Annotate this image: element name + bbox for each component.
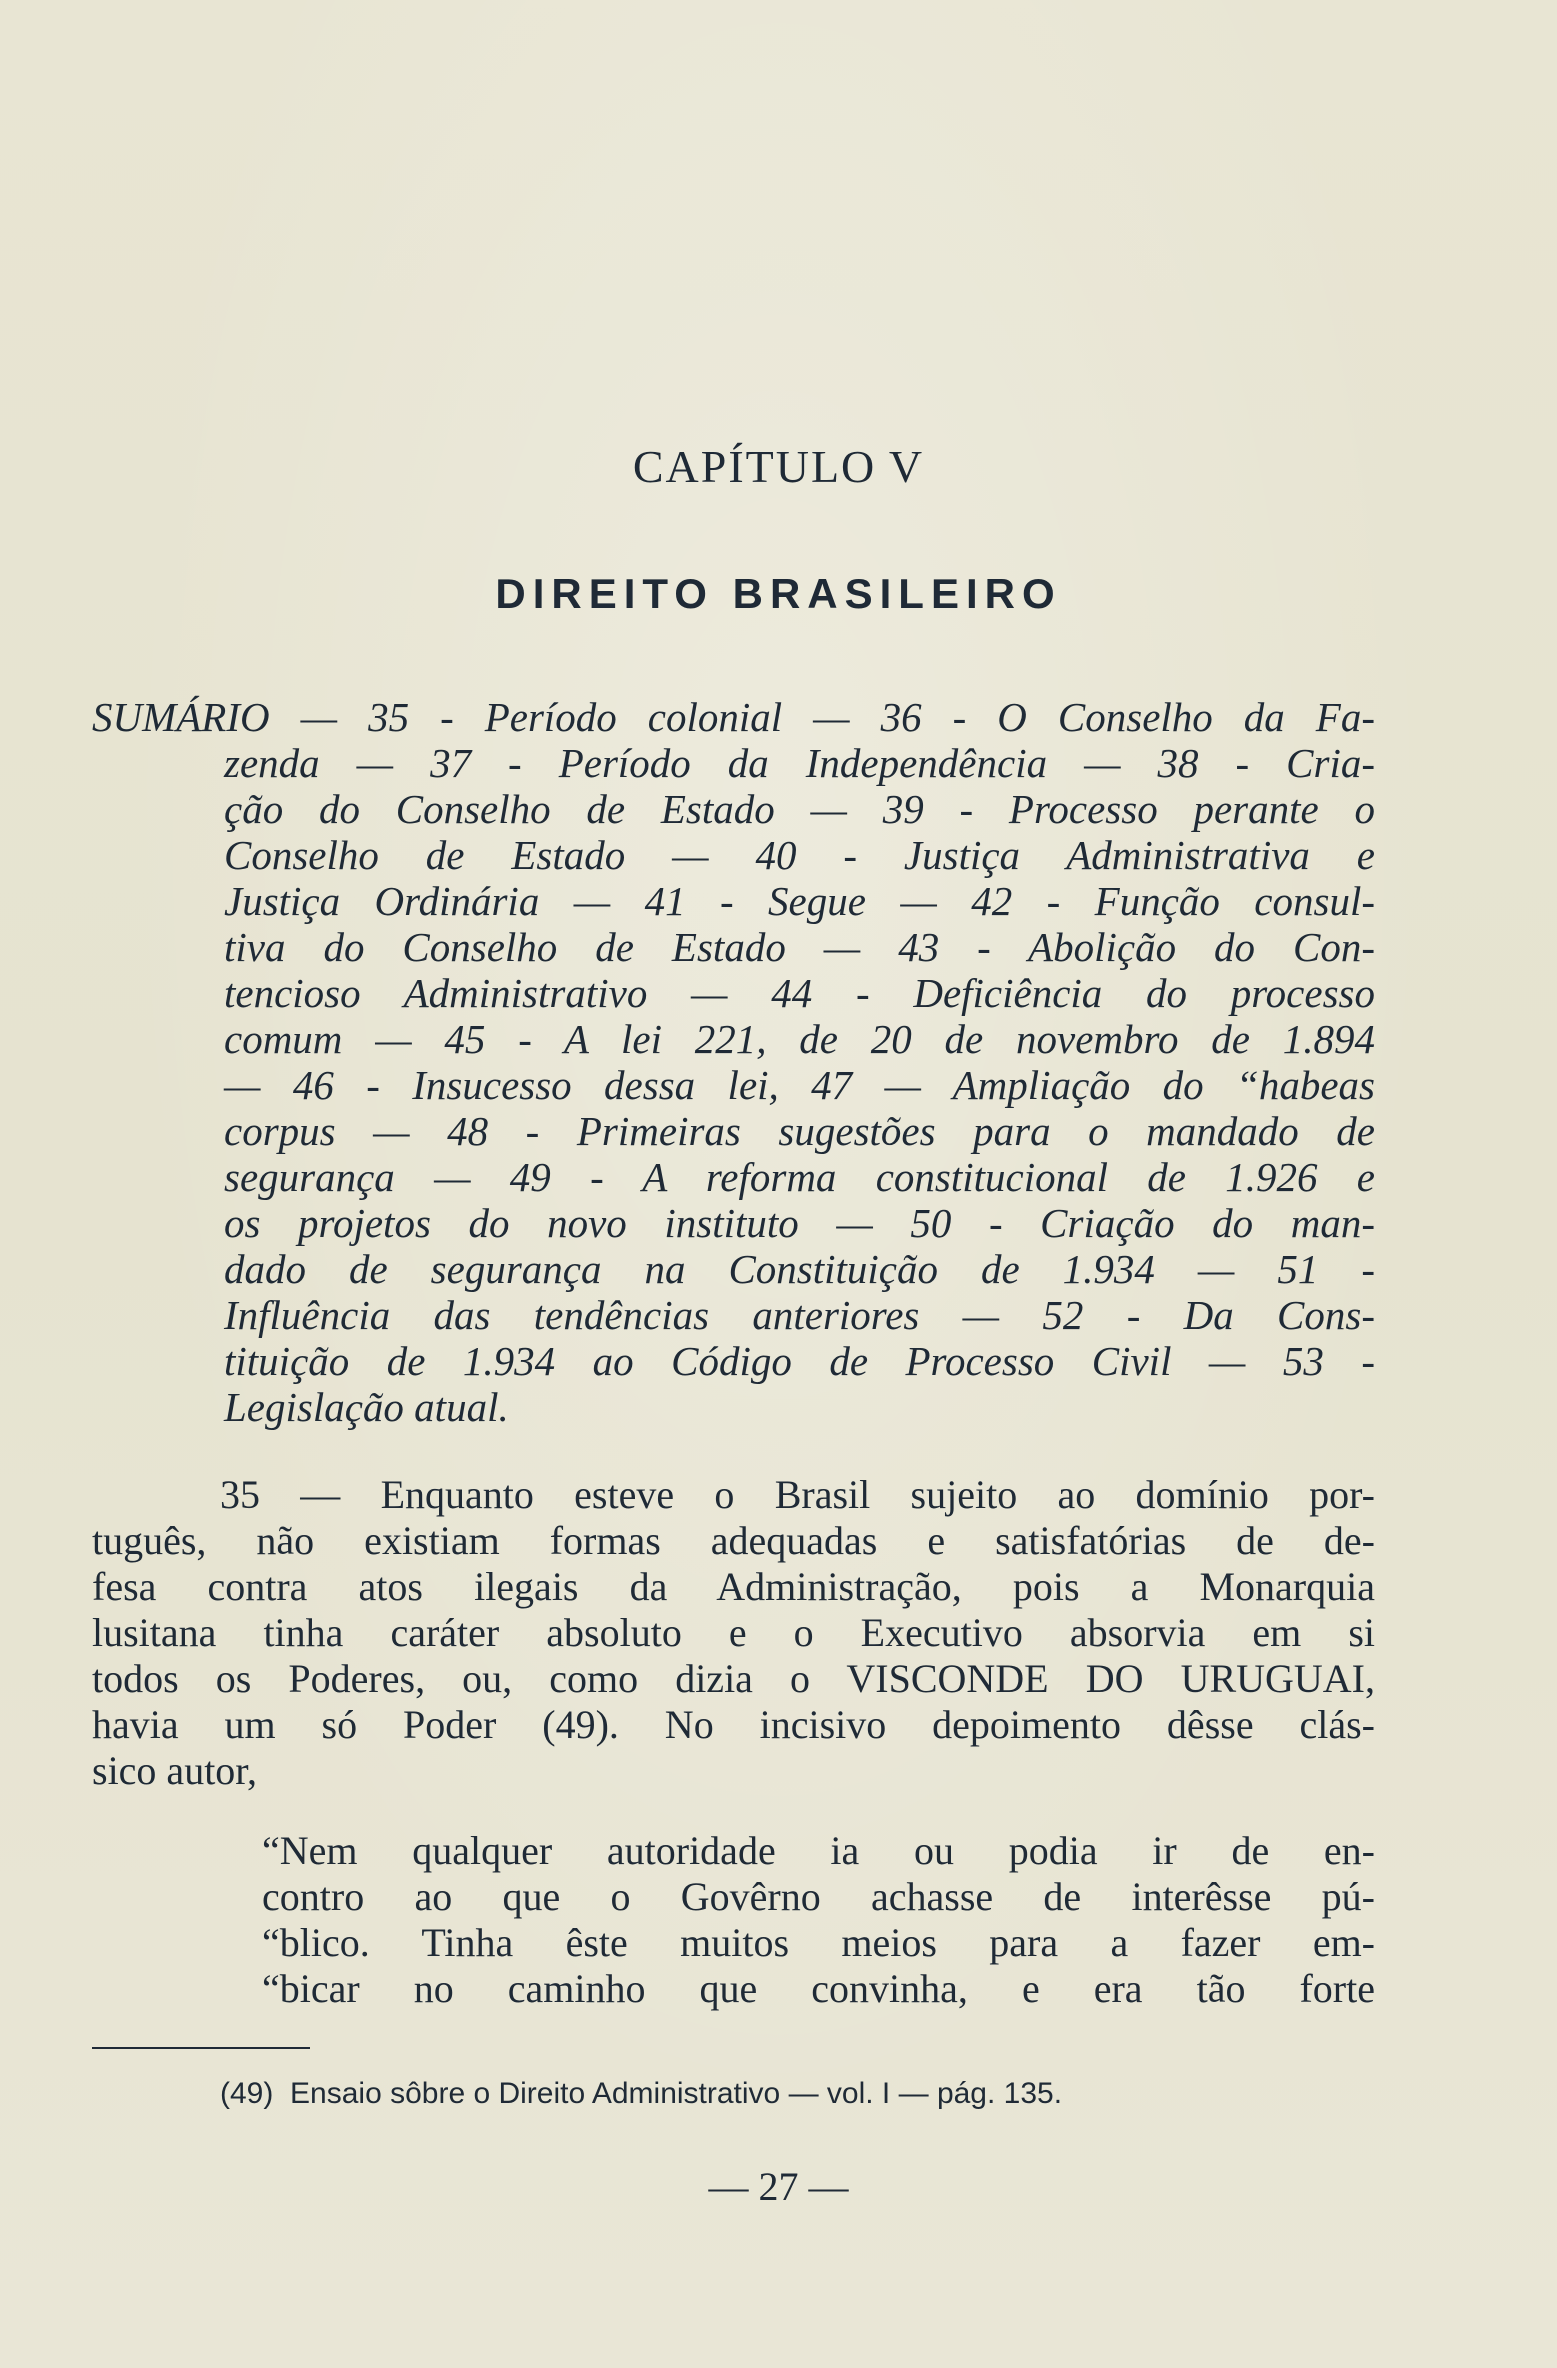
chapter-label: CAPÍTULO V <box>632 441 925 492</box>
summary-line: os projetos do novo instituto — 50 - Criação do man- <box>224 1200 1375 1246</box>
quote-line: “bicar no caminho que convinha, e era tão forte <box>262 1966 1375 2011</box>
paragraph-line: fesa contra atos ilegais da Administração, pois a Monarquia <box>92 1564 1375 1609</box>
summary-line: corpus — 48 - Primeiras sugestões para o mandado de <box>224 1108 1375 1154</box>
paragraph-line: lusitana tinha caráter absoluto e o Executivo absorvia em si <box>92 1610 1375 1655</box>
paragraph-line: havia um só Poder (49). No incisivo depoimento dêsse clás- <box>92 1702 1375 1747</box>
summary-line: tiva do Conselho de Estado — 43 - Abolição do Con- <box>224 924 1375 970</box>
summary-line: dado de segurança na Constituição de 1.934 — 51 - <box>224 1246 1375 1292</box>
paragraph-line: tuguês, não existiam formas adequadas e satisfatórias de de- <box>92 1518 1375 1563</box>
summary-line: zenda — 37 - Período da Independência — 38 - Cria- <box>224 740 1375 786</box>
summary-line: comum — 45 - A lei 221, de 20 de novembro de 1.894 <box>224 1016 1375 1062</box>
quote-line: “blico. Tinha êste muitos meios para a fazer em- <box>262 1920 1375 1965</box>
summary-line: Justiça Ordinária — 41 - Segue — 42 - Função consul- <box>224 878 1375 924</box>
summary-line: SUMÁRIO — 35 - Período colonial — 36 - O Conselho da Fa- <box>92 694 1375 740</box>
quote-line: “Nem qualquer autoridade ia ou podia ir de en- <box>262 1828 1375 1873</box>
summary-line: segurança — 49 - A reforma constitucional de 1.926 e <box>224 1154 1375 1200</box>
block-quote <box>262 1828 1375 2012</box>
summary-line: ção do Conselho de Estado — 39 - Processo perante o <box>224 786 1375 832</box>
footnote: (49) Ensaio sôbre o Direito Administrativo — vol. I — pág. 135. <box>220 2077 1063 2110</box>
paragraph-line: sico autor, <box>92 1748 258 1793</box>
paragraph-line: todos os Poderes, ou, como dizia o VISCONDE DO URUGUAI, <box>92 1656 1375 1701</box>
summary-line: tituição de 1.934 ao Código de Processo Civil — 53 - <box>224 1338 1375 1384</box>
summary-line: tencioso Administrativo — 44 - Deficiência do processo <box>224 970 1375 1016</box>
quote-line: contro ao que o Govêrno achasse de interêsse pú- <box>262 1874 1375 1919</box>
summary-line: — 46 - Insucesso dessa lei, 47 — Ampliação do “habeas <box>224 1062 1375 1108</box>
summary-line: Conselho de Estado — 40 - Justiça Administrativa e <box>224 832 1375 878</box>
summary-line: Influência das tendências anteriores — 52 - Da Cons- <box>224 1292 1375 1338</box>
summary-line: Legislação atual. <box>224 1384 509 1430</box>
chapter-title: DIREITO BRASILEIRO <box>495 570 1062 617</box>
chapter-summary <box>92 694 1375 1430</box>
paragraph-line: 35 — Enquanto esteve o Brasil sujeito ao domínio por- <box>220 1472 1375 1517</box>
footnote-divider <box>92 2047 310 2049</box>
body-paragraph <box>92 1472 1375 1794</box>
page-number: — 27 — <box>708 2164 849 2209</box>
